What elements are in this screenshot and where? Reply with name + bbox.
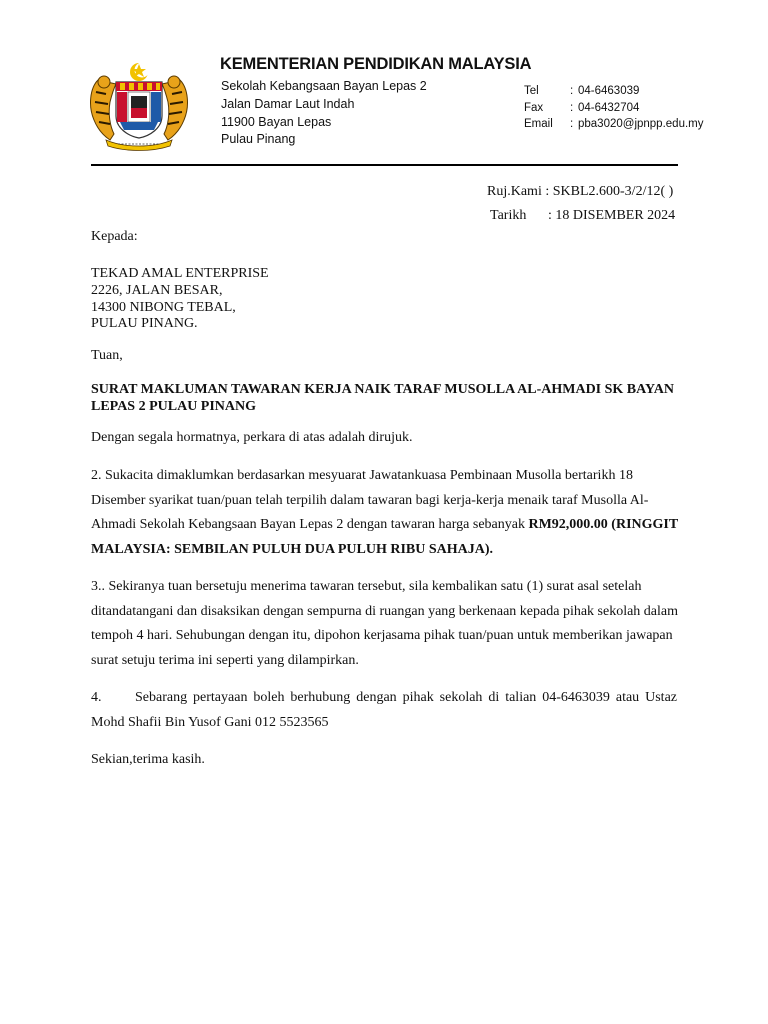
contact-label: Email	[524, 118, 553, 130]
school-address	[221, 78, 427, 149]
ref-value: SKBL2.600-3/2/12( )	[552, 184, 674, 199]
offer-amount: RM92,000.00 (RINGGIT MALAYSIA: SEMBILAN PULUH DUA PULUH RIBU SAHAJA).	[91, 517, 678, 557]
letter-subject: SURAT MAKLUMAN TAWARAN KERJA NAIK TARAF MUSOLLA AL-AHMADI SK BAYAN LEPAS 2 PULAU PINANG	[91, 382, 675, 414]
tel-number: 04-6463039	[578, 85, 640, 97]
ref-label: Ruj.Kami	[487, 184, 542, 199]
coat-of-arms-logo	[84, 58, 194, 152]
paragraph-2	[91, 464, 681, 562]
address-line: 11900 Bayan Lepas	[221, 114, 332, 129]
salutation: Tuan,	[91, 348, 123, 363]
contact-colon: :	[570, 118, 574, 130]
contact-tel	[524, 83, 704, 100]
paragraph-4-number: 4.	[91, 690, 102, 705]
reference-block	[487, 180, 675, 228]
date-value: 18 DISEMBER 2024	[555, 208, 676, 223]
contact-colon: :	[570, 85, 574, 97]
fax-number: 04-6432704	[578, 101, 640, 114]
recipient-line: TEKAD AMAL ENTERPRISE	[91, 266, 269, 281]
date-label: Tarikh	[490, 208, 527, 223]
contact-fax	[524, 100, 704, 117]
header-divider	[91, 164, 678, 166]
contact-label: Fax	[524, 101, 544, 114]
intro-paragraph: Dengan segala hormatnya, perkara di atas adalah dirujuk.	[91, 430, 413, 445]
address-line: Pulau Pinang	[221, 132, 296, 147]
reference-line: Ruj.Kami : SKBL2.600-3/2/12( )	[487, 180, 675, 204]
ministry-title: KEMENTERIAN PENDIDIKAN MALAYSIA	[220, 55, 532, 73]
closing-line: Sekian,terima kasih.	[91, 752, 205, 767]
recipient-line: 14300 NIBONG TEBAL,	[91, 299, 236, 315]
email-address: pba3020@jpnpp.edu.my	[578, 118, 704, 130]
contact-info	[524, 83, 704, 133]
paragraph-2-text: 2. Sukacita dimaklumkan berdasarkan mesyuarat Jawatankuasa Pembinaan Musolla bertarikh 18 Disember syarikat tuan/puan telah terpilih dalam tawaran bagi kerja-kerja menaik taraf Musolla Al-Ahmadi Sekolah Kebangsaan Bayan Lepas 2 dengan tawaran harga sebanyak	[91, 468, 649, 532]
contact-email	[524, 116, 704, 133]
contact-colon: :	[570, 101, 574, 114]
recipient-line: PULAU PINANG.	[91, 316, 198, 332]
recipient-line: 2226, JALAN BESAR,	[91, 282, 223, 298]
contact-label: Tel	[524, 85, 539, 97]
address-line: Jalan Damar Laut Indah	[221, 96, 355, 111]
address-line: Sekolah Kebangsaan Bayan Lepas 2	[221, 79, 427, 93]
paragraph-4	[91, 686, 677, 735]
to-label: Kepada:	[91, 229, 138, 244]
date-line: Tarikh : 18 DISEMBER 2024	[487, 204, 675, 228]
paragraph-4-text: Sebarang pertayaan boleh berhubung dengan pihak sekolah di talian 04-6463039 atau Ustaz Mohd Shafii Bin Yusof Gani 012 5523565	[91, 690, 677, 730]
paragraph-3: 3.. Sekiranya tuan bersetuju menerima tawaran tersebut, sila kembalikan satu (1) surat asal setelah ditandatangani dan disaksikan dengan sempurna di ruangan yang berkenaan kepada pihak sekolah dalam tempoh 4 hari. Sehubungan dengan itu, dipohon kerjasama pihak tuan/puan untuk memberikan jawapan surat setuju terima ini seperti yang dilampirkan.	[91, 579, 679, 668]
recipient-address	[91, 266, 269, 333]
